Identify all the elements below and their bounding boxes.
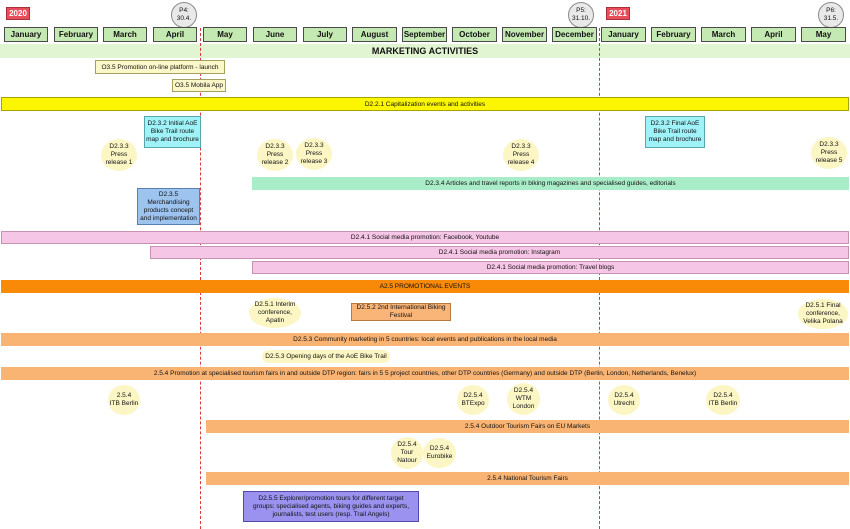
- d254-outdoor-fairs-bar: 2.5.4 Outdoor Tourism Fairs on EU Markets: [206, 420, 849, 433]
- d233-press-release-5: D2.3.3 Press release 5: [811, 137, 847, 169]
- d254-tourism-fairs-bar: 2.5.4 Promotion at specialised tourism fairs in and outside DTP region: fairs in 5 5 project countries, other DTP countries (Germany) and outside DTP (Berlin, London, Netherlands, Benelux): [1, 367, 849, 380]
- month-aug-2020: August: [352, 27, 397, 42]
- d233-press-release-1: D2.3.3 Press release 1: [101, 139, 137, 171]
- d255-explorer-tours: D2.5.5 Explorer/promotion tours for different target groups: specialised agents, biking guides and experts, journalists, test users (resp. Trail Angels): [243, 491, 419, 522]
- month-may-2021: May: [801, 27, 846, 42]
- month-oct-2020: October: [452, 27, 497, 42]
- d251-interim-conference: D2.5.1 Interim conference, Apatin: [249, 298, 301, 328]
- d253-community-marketing-bar: D2.5.3 Community marketing in 5 countries: local events and publications in the local media: [1, 333, 849, 346]
- d232-initial-brochure: D2.3.2 Initial AoE Bike Trail route map and brochure: [144, 116, 201, 148]
- d252-biking-festival: D2.5.2 2nd International Biking Festival: [351, 303, 451, 321]
- d233-press-release-4: D2.3.3 Press release 4: [503, 139, 539, 171]
- d233-press-release-3: D2.3.3 Press release 3: [296, 138, 332, 170]
- month-may-2020: May: [203, 27, 247, 42]
- d254-itb-berlin-2021: D2.5.4 ITB Berlin: [706, 385, 740, 415]
- month-jan-2021: January: [601, 27, 646, 42]
- d241-instagram-bar: D2.4.1 Social media promotion: Instagram: [150, 246, 849, 259]
- d254-tour-natour: D2.5.4 Tour Natour: [391, 437, 423, 469]
- d233-press-release-2: D2.3.3 Press release 2: [257, 139, 293, 171]
- d254-btexpo: D2.5.4 BTExpo: [457, 385, 489, 415]
- month-mar-2021: March: [701, 27, 746, 42]
- month-jan-2020: January: [4, 27, 48, 42]
- milestone-p4: P4: 30.4.: [171, 2, 197, 28]
- month-feb-2021: February: [651, 27, 696, 42]
- o35-platform-launch: O3.5 Promotion on-line platform - launch: [95, 60, 225, 74]
- month-apr-2021: April: [751, 27, 796, 42]
- a25-promotional-events-bar: A2.5 PROMOTIONAL EVENTS: [1, 280, 849, 293]
- month-jul-2020: July: [303, 27, 347, 42]
- d254-national-fairs-bar: 2.5.4 National Tourism Fairs: [206, 472, 849, 485]
- month-feb-2020: February: [54, 27, 98, 42]
- section-title: MARKETING ACTIVITIES: [0, 44, 850, 58]
- d241-travel-blogs-bar: D2.4.1 Social media promotion: Travel blogs: [252, 261, 849, 274]
- d221-capitalization-bar: D2.2.1 Capitalization events and activities: [1, 97, 849, 111]
- year-badge-2021: 2021: [606, 7, 630, 20]
- month-apr-2020: April: [153, 27, 197, 42]
- d253-opening-days: D2.5.3 Opening days of the AoE Bike Trail: [262, 350, 390, 363]
- year-badge-2020: 2020: [6, 7, 30, 20]
- d254-eurobike: D2.5.4 Eurobike: [423, 438, 456, 468]
- d232-final-brochure: D2.3.2 Final AoE Bike Trail route map and brochure: [645, 116, 705, 148]
- d254-itb-berlin-2020: 2.5.4 ITB Berlin: [108, 385, 140, 415]
- month-row: [0, 26, 850, 43]
- milestone-p5: P5: 31.10.: [568, 2, 594, 28]
- milestone-p6: P6: 31.5.: [818, 2, 844, 28]
- month-dec-2020: December: [552, 27, 597, 42]
- month-mar-2020: March: [103, 27, 147, 42]
- month-jun-2020: June: [253, 27, 297, 42]
- month-sep-2020: September: [402, 27, 447, 42]
- o35-mobile-app: O3.5 Mobila App: [172, 79, 226, 92]
- d251-final-conference: D2.5.1 Final conference, Velika Polana: [798, 299, 848, 329]
- d235-merchandising: D2.3.5 Merchandising products concept and implementation: [137, 188, 200, 225]
- d254-wtm-london: D2.5.4 WTM London: [507, 383, 540, 415]
- month-nov-2020: November: [502, 27, 547, 42]
- d234-articles-bar: D2.3.4 Articles and travel reports in biking magazines and specialised guides, editorials: [252, 177, 849, 190]
- d254-utrecht: D2.5.4 Utrecht: [608, 385, 640, 415]
- d241-facebook-youtube-bar: D2.4.1 Social media promotion: Facebook, Youtube: [1, 231, 849, 244]
